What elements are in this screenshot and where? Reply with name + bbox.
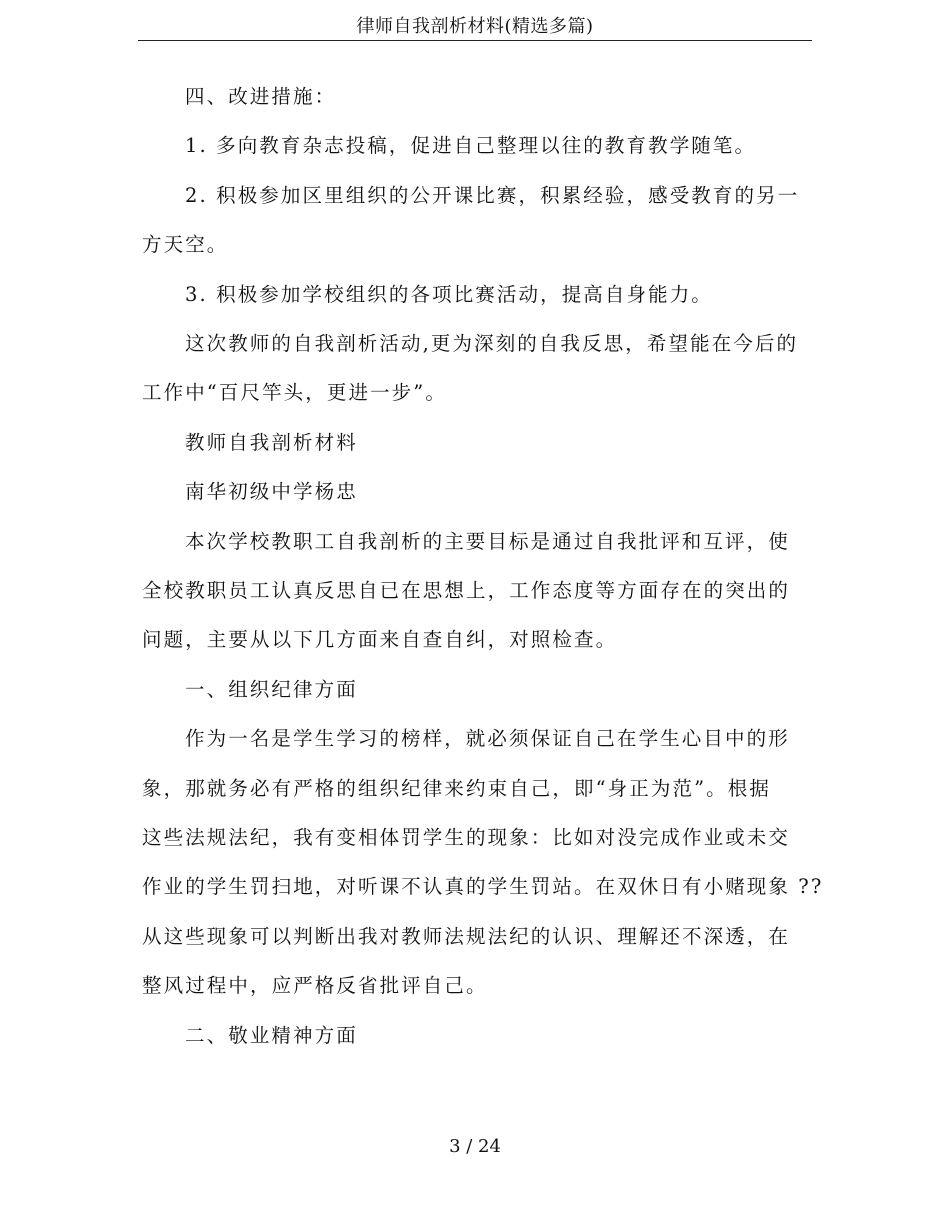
- paragraph-line: 方天空。: [142, 233, 229, 257]
- paragraph-line: 2. 积极参加区里组织的公开课比赛，积累经验，感受教育的另一: [185, 183, 800, 207]
- paragraph-line: 象，那就务必有严格的组织纪律来约束自己，即“身正为范”。根据: [142, 776, 771, 800]
- paragraph-line: 整风过程中，应严格反省批评自己。: [142, 974, 488, 998]
- paragraph-line: 四、改进措施：: [185, 85, 337, 108]
- document-title: 律师自我剖析材料(精选多篇): [356, 16, 594, 37]
- paragraph-line: 工作中“百尺竿头，更进一步”。: [142, 381, 447, 405]
- section-heading: 一、组织纪律方面: [185, 677, 358, 701]
- paragraph-line: 这些法规法纪，我有变相体罚学生的现象：比如对没完成作业或未交: [142, 826, 791, 849]
- author-line: 南华初级中学杨忠: [185, 480, 358, 504]
- paragraph-line: 从这些现象可以判断出我对教师法规法纪的认识、理解还不深透，在: [142, 924, 791, 948]
- paragraph-line: 问题，主要从以下几方面来自查自纠，对照检查。: [142, 628, 618, 652]
- paragraph-line: 作业的学生罚扫地，对听课不认真的学生罚站。在双休日有小赌现象 ??: [142, 875, 824, 899]
- paragraph-line: 3. 积极参加学校组织的各项比赛活动，提高自身能力。: [185, 282, 713, 306]
- paragraph-line: 本次学校教职工自我剖析的主要目标是通过自我批评和互评，使: [185, 529, 790, 553]
- section-heading: 教师自我剖析材料: [185, 430, 358, 454]
- paragraph-line: 全校教职员工认真反思自已在思想上，工作态度等方面存在的突出的: [142, 579, 791, 602]
- section-heading: 二、敬业精神方面: [185, 1023, 358, 1047]
- paragraph-line: 1. 多向教育杂志投稿，促进自己整理以往的教育教学随笔。: [185, 134, 757, 158]
- header-divider: [138, 40, 812, 41]
- paragraph-line: 作为一名是学生学习的榜样，就必须保证自己在学生心目中的形: [185, 727, 790, 751]
- page-number: 3 / 24: [449, 1136, 501, 1157]
- paragraph-line: 这次教师的自我剖析活动,更为深刻的自我反思，希望能在今后的: [185, 332, 799, 355]
